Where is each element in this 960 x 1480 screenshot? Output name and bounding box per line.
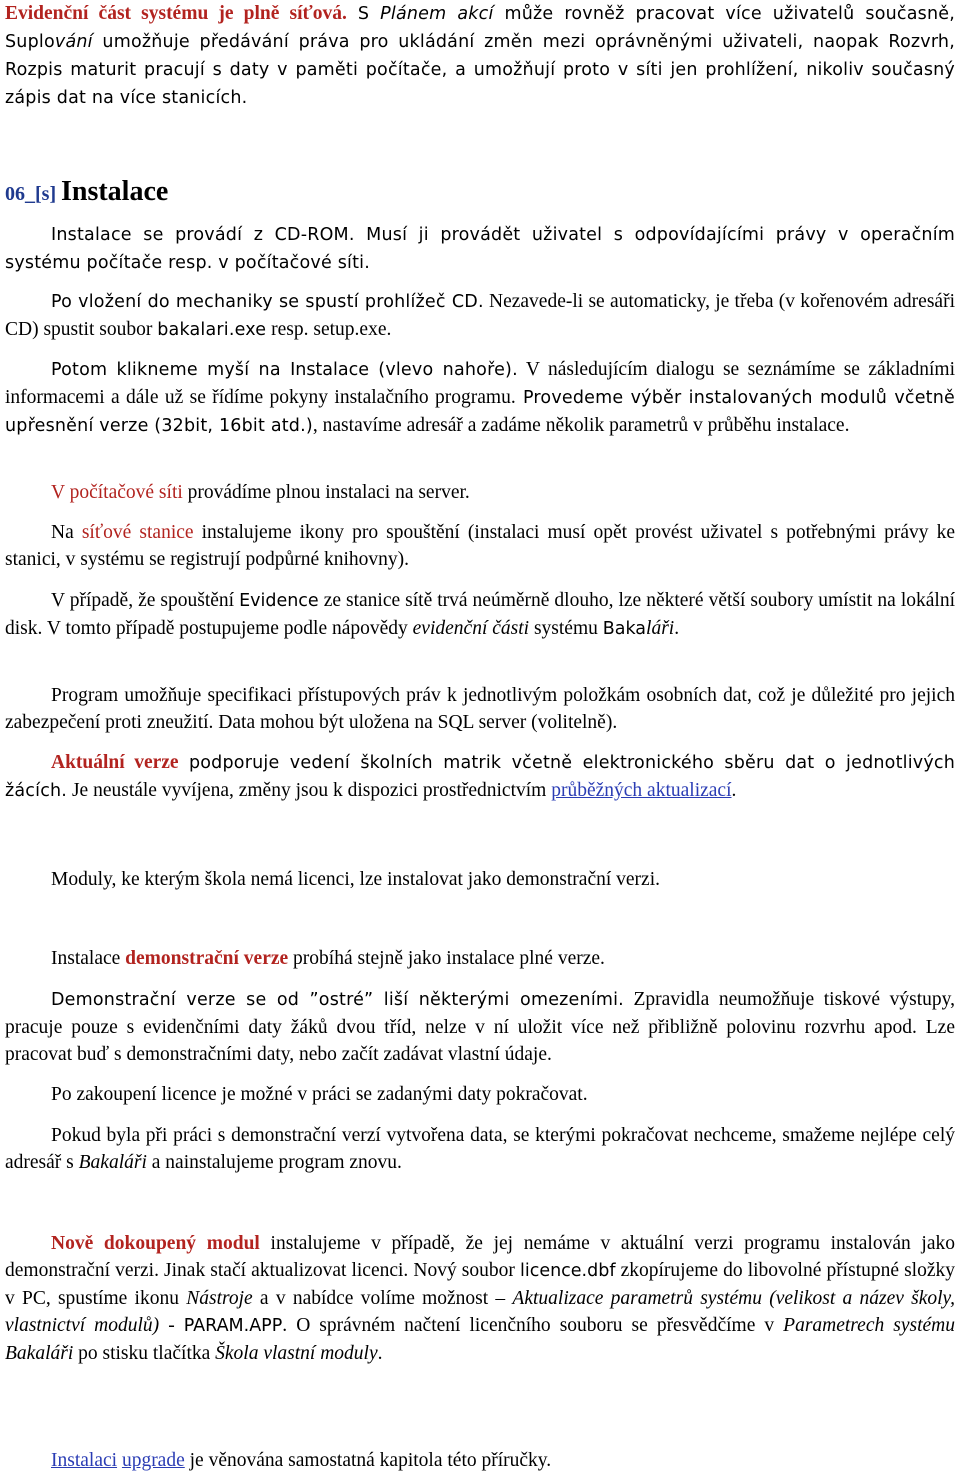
- paragraph-permissions: Program umožňuje specifikaci přístupových práv k jednotlivým položkám osobních dat, což je důležité pro jejich zabezpečení proti zneužití. Data mohou být uložena na SQL server (volitelně).: [5, 685, 955, 733]
- upgrade-link[interactable]: upgrade: [121, 1450, 185, 1471]
- section-heading: [5, 174, 955, 213]
- paragraph-stations: Na síťové stanice instalujeme ikony pro spouštění (instalaci musí opět provést uživatel s potřebnými právy ke stanici, v systému se registrují podpůrné knihovny).: [5, 522, 955, 570]
- paragraph-upgrade: Instalaci upgrade je věnována samostatná kapitola této příručky.: [51, 1450, 552, 1471]
- paragraph-server: V počítačové síti provádíme plnou instalaci na server.: [51, 482, 470, 503]
- paragraph-install-intro: Instalace se provádí z CD-ROM. Musí ji provádět uživatel s odpovídajícími právy v operačním systému počítače resp. v počítačové síti.: [5, 225, 956, 273]
- paragraph-modules-demo: Moduly, ke kterým škola nemá licenci, lze instalovat jako demonstrační verzi.: [51, 869, 661, 890]
- paragraph-cd: Po vložení do mechaniky se spustí prohlížeč CD. Nezavede-li se automaticky, je třeba (v kořenovém adresáři CD) spustit soubor bakalari.exe resp. setup.exe.: [5, 291, 955, 340]
- paragraph-new-module: Nově dokoupený modul instalujeme v případě, že jej nemáme v aktuální verzi programu instalován jako demonstrační verzi. Jinak stačí aktualizovat licenci. Nový soubor licence.dbf zkopírujeme do libovolné přístupné složky v PC, spustíme ikonu Nástroje a v nabídce volíme možnost – Aktualizace parametrů systému (velikost a název školy, vlastnictví modulů) - PARAM.APP. O správném načtení licenčního souboru se přesvědčíme v Parametrech systému Bakaláři po stisku tlačítka Škola vlastní moduly.: [5, 1233, 956, 1364]
- paragraph-slow-start: V případě, že spouštění Evidence ze stanice sítě trvá neúměrně dlouho, lze některé větší soubory umístit na lokální disk. V tomto případě postupujeme podle nápovědy evidenční části systému Bakaláři.: [5, 590, 955, 639]
- paragraph-demo-install: Instalace demonstrační verze probíhá stejně jako instalace plné verze.: [51, 948, 605, 969]
- paragraph-current-version: Aktuální verze podporuje vedení školních matrik včetně elektronického sběru dat o jednotlivých žácích. Je neustále vyvíjena, změny jsou k dispozici prostřednictvím průběžných aktualizací.: [5, 752, 955, 801]
- paragraph-demo-limits: Demonstrační verze se od ”ostré” liší některými omezeními. Zpravidla neumožňuje tiskové výstupy, pracuje pouze s evidenčními daty žáků dvou tříd, nelze v ní uložit více než přibližně polovinu rozvrhu apod. Lze pracovat buď s demonstračními daty, nebo začít zadávat vlastní údaje.: [5, 989, 955, 1065]
- heading-number: 06_[s]: [5, 183, 57, 205]
- install-link[interactable]: Instalaci: [51, 1450, 118, 1471]
- paragraph-after-purchase: Po zakoupení licence je možné v práci se zadanými daty pokračovat.: [51, 1084, 588, 1105]
- paragraph-reinstall: Pokud byla při práci s demonstrační verzí vytvořena data, se kterými pokračovat nechceme, smažeme nejlépe celý adresář s Bakaláři a nainstalujeme program znovu.: [5, 1125, 955, 1173]
- paragraph-click-install: Potom klikneme myší na Instalace (vlevo nahoře). V následujícím dialogu se seznámíme se základními informacemi a dále už se řídíme pokyny instalačního programu. Provedeme výběr instalovaných modulů včetně upřesnění verze (32bit, 16bit atd.), nastavíme adresář a zadáme několik parametrů v průběhu instalace.: [5, 359, 955, 436]
- updates-link[interactable]: průběžných aktualizací: [551, 780, 732, 801]
- paragraph-network: Evidenční část systému je plně síťová. S Plánem akcí může rovněž pracovat více uživatelů současně, Suplování umožňuje předávání práva pro ukládání změn mezi oprávněnými uživateli, naopak Rozvrh, Rozpis maturit pracují s daty v paměti počítače, a umožňují proto v síti jen prohlížení, nikoliv současný zápis dat na více stanicích.: [5, 3, 955, 108]
- heading-title: Instalace: [60, 176, 169, 207]
- network-highlight: Evidenční část systému je plně síťová.: [5, 3, 347, 24]
